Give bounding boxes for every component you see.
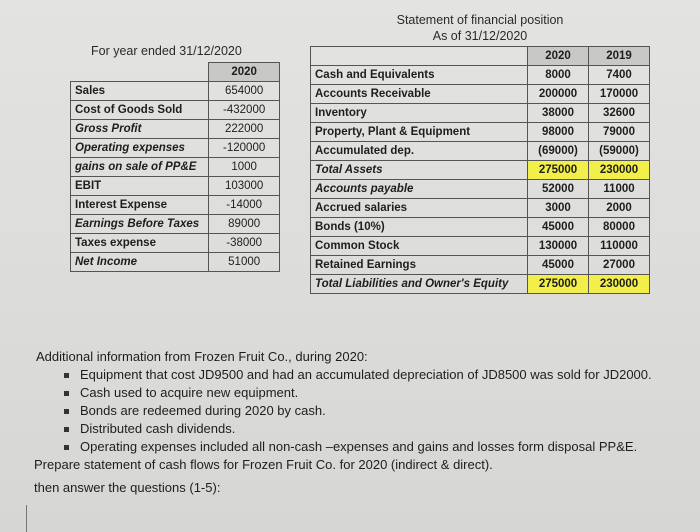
row-label: gains on sale of PP&E [71,158,209,177]
row-value: 222000 [209,120,280,139]
year-header: 2020 [528,47,589,66]
row-label: Operating expenses [71,139,209,158]
value-2019: 27000 [589,256,650,275]
row-label: EBIT [71,177,209,196]
table-row [311,85,650,104]
list-item: Bonds are redeemed during 2020 by cash. [30,402,690,420]
table-row [71,177,280,196]
row-value: -120000 [209,139,280,158]
table-row [311,237,650,256]
page-border [26,505,31,532]
row-value: -38000 [209,234,280,253]
table-row [311,218,650,237]
row-value: 51000 [209,253,280,272]
value-2020: 45000 [528,256,589,275]
value-2020: 275000 [528,275,589,294]
table-row [311,199,650,218]
table-row [71,82,280,101]
table-row [311,142,650,161]
row-value: 1000 [209,158,280,177]
value-2020: 52000 [528,180,589,199]
row-value: 654000 [209,82,280,101]
value-2020: 8000 [528,66,589,85]
list-item: Equipment that cost JD9500 and had an accumulated depreciation of JD8500 was sold for JD2000. [30,366,690,384]
table-row [311,47,650,66]
notes-instruction: Prepare statement of cash flows for Frozen Fruit Co. for 2020 (indirect & direct). [34,457,493,472]
row-label: Taxes expense [71,234,209,253]
row-label: Accounts Receivable [311,85,528,104]
bullet-icon [64,427,69,432]
notes-list [30,366,690,456]
row-label: Accounts payable [311,180,528,199]
table-row [311,180,650,199]
row-label: Property, Plant & Equipment [311,123,528,142]
balance-sheet-subtitle: As of 31/12/2020 [432,29,528,43]
list-item: Distributed cash dividends. [30,420,690,438]
year-header: 2020 [209,63,280,82]
table-row [71,196,280,215]
bullet-icon [64,373,69,378]
table-row [311,123,650,142]
row-value: 89000 [209,215,280,234]
table-row [311,256,650,275]
value-2019: 79000 [589,123,650,142]
value-2019: 110000 [589,237,650,256]
table-row [71,234,280,253]
bullet-icon [64,445,69,450]
row-label: Gross Profit [71,120,209,139]
row-label: Total Liabilities and Owner's Equity [311,275,528,294]
row-label: Retained Earnings [311,256,528,275]
row-value: -432000 [209,101,280,120]
table-row [311,161,650,180]
row-label: Cash and Equivalents [311,66,528,85]
row-label: Interest Expense [71,196,209,215]
balance-sheet-header [385,12,575,44]
bullet-icon [64,391,69,396]
list-item: Cash used to acquire new equipment. [30,384,690,402]
notes-intro: Additional information from Frozen Fruit Co., during 2020: [36,349,368,364]
value-2020: (69000) [528,142,589,161]
value-2019: 170000 [589,85,650,104]
value-2020: 98000 [528,123,589,142]
row-value: 103000 [209,177,280,196]
value-2019: 2000 [589,199,650,218]
table-row [71,120,280,139]
value-2019: 11000 [589,180,650,199]
row-label: Common Stock [311,237,528,256]
row-label: Earnings Before Taxes [71,215,209,234]
income-statement-header: For year ended 31/12/2020 [91,44,242,58]
table-row [71,63,280,82]
row-label: Total Assets [311,161,528,180]
value-2019: 230000 [589,161,650,180]
notes-questions: then answer the questions (1-5): [34,480,221,495]
value-2020: 3000 [528,199,589,218]
value-2019: 80000 [589,218,650,237]
value-2019: (59000) [589,142,650,161]
row-label: Net Income [71,253,209,272]
income-statement-table [70,62,280,272]
table-row [71,215,280,234]
value-2020: 130000 [528,237,589,256]
table-row [71,139,280,158]
list-item: Operating expenses included all non-cash –expenses and gains and losses form disposal PP&E. [30,438,690,456]
balance-sheet-title: Statement of financial position [396,13,564,27]
table-row [311,275,650,294]
value-2020: 45000 [528,218,589,237]
additional-information [30,348,690,497]
value-2020: 38000 [528,104,589,123]
value-2019: 32600 [589,104,650,123]
value-2019: 7400 [589,66,650,85]
table-row [71,253,280,272]
year-header: 2019 [589,47,650,66]
balance-sheet-table [310,46,650,294]
row-label: Bonds (10%) [311,218,528,237]
row-value: -14000 [209,196,280,215]
row-label: Cost of Goods Sold [71,101,209,120]
table-row [71,158,280,177]
row-label: Accumulated dep. [311,142,528,161]
bullet-icon [64,409,69,414]
row-label: Accrued salaries [311,199,528,218]
table-row [71,101,280,120]
value-2020: 275000 [528,161,589,180]
table-row [311,104,650,123]
table-row [311,66,650,85]
row-label: Sales [71,82,209,101]
value-2020: 200000 [528,85,589,104]
value-2019: 230000 [589,275,650,294]
row-label: Inventory [311,104,528,123]
